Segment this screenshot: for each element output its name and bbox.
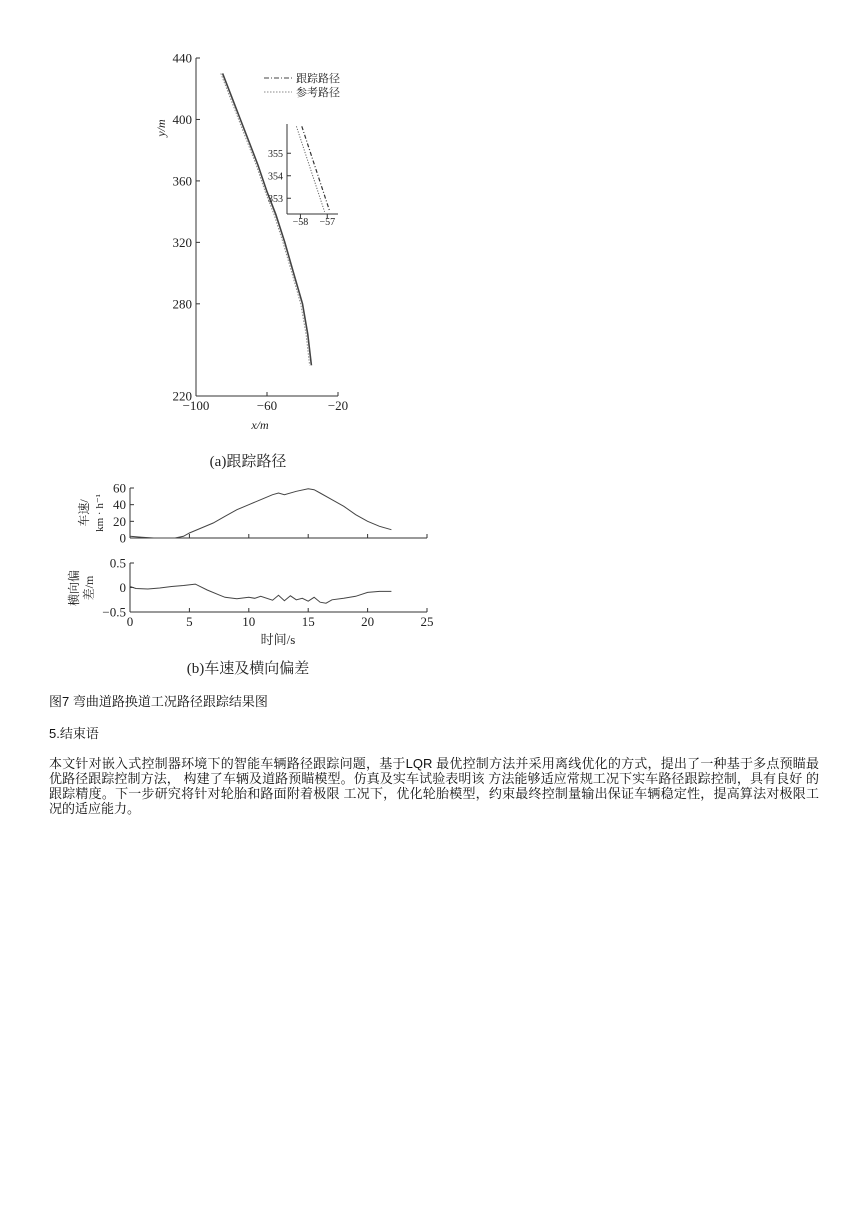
- panel-a: [154, 51, 348, 470]
- panel-a-x-tick-label: −20: [327, 398, 349, 413]
- inset-x-tick-label: −58: [292, 217, 309, 228]
- lateral-x-tick-label: 5: [186, 614, 193, 629]
- legend-tracking-label: 跟踪路径: [296, 73, 340, 85]
- lateral-deviation-line: [130, 584, 391, 603]
- panel-a-y-tick-label: 220: [172, 388, 192, 404]
- speed-y-ticks: [113, 481, 134, 546]
- speed-y-tick-label: 40: [113, 497, 126, 513]
- panel-a-y-tick-label: 400: [172, 112, 192, 128]
- panel-a-y-tick-label: 440: [172, 50, 192, 66]
- speed-y-label-line1: 车速/: [77, 499, 91, 527]
- lateral-x-tick-label: 15: [301, 614, 315, 629]
- inset-y-tick-label: 354: [268, 171, 283, 183]
- panel-a-x-tick-label: −100: [182, 398, 210, 413]
- panel-a-inset: [268, 124, 338, 228]
- lateral-y-tick-label: 0.5: [109, 555, 126, 571]
- panel-a-y-label: y/m: [154, 119, 168, 137]
- lateral-x-tick-label: 20: [361, 614, 375, 629]
- panel-a-legend: [264, 72, 340, 99]
- figure-caption: 图7 弯曲道路换道工况路径跟踪结果图: [49, 694, 268, 709]
- section-heading: 5.结束语: [49, 726, 99, 741]
- panel-b-caption: (b)车速及横向偏差: [186, 661, 310, 677]
- inset-y-tick-label: 355: [268, 148, 283, 160]
- inset-reference-line: [296, 126, 324, 212]
- lateral-y-tick-label: −0.5: [102, 604, 126, 620]
- panel-a-y-tick-label: 280: [172, 296, 192, 312]
- legend-reference-label: 参考路径: [296, 87, 340, 99]
- lateral-y-ticks: [102, 556, 134, 620]
- panel-a-x-label: x/m: [251, 418, 269, 432]
- panel-b-speed: [76, 481, 427, 546]
- lateral-x-tick-label: 25: [420, 614, 434, 629]
- inset-x-tick-label: −57: [319, 217, 336, 228]
- lateral-y-label-line2: 差/m: [82, 575, 96, 601]
- speed-x-ticks: [130, 534, 427, 538]
- panel-a-x-tick-label: −60: [256, 398, 278, 413]
- lateral-x-tick-label: 0: [126, 614, 134, 629]
- speed-y-label-line2: km · h⁻¹: [94, 494, 106, 532]
- panel-a-y-tick-label: 320: [172, 234, 192, 250]
- inset-y-ticks: [268, 149, 291, 205]
- speed-y-tick-label: 60: [113, 480, 126, 496]
- inset-tracking-line: [302, 126, 330, 212]
- panel-a-y-tick-label: 360: [172, 173, 192, 189]
- inset-y-tick-label: 353: [268, 193, 283, 205]
- lateral-y-tick-label: 0: [119, 580, 126, 596]
- speed-y-tick-label: 20: [113, 513, 126, 529]
- panel-a-x-ticks: [183, 392, 349, 413]
- lateral-x-tick-label: 10: [242, 614, 256, 629]
- panel-b-lateral: [66, 556, 434, 647]
- speed-line: [130, 489, 391, 538]
- panel-b-x-label: 时间/s: [260, 632, 296, 647]
- body-paragraph: 本文针对嵌入式控制器环境下的智能车辆路径跟踪问题，基于LQR 最优控制方法并采用离线优化的方式，提出了一种基于多点预瞄最优路径跟踪控制方法， 构建了车辆及道路预瞄模型。仿真及实车试验表明该 方法能够适应常规工况下实车路径跟踪控制，具有良好 的跟踪精度。下一步研究将针对轮胎和路面附着极限 工况下，优化轮胎模型，约束最终控制量输出保证车辆稳定性，提高算法对极限工况的适应能力。: [49, 756, 819, 816]
- lateral-y-label-line1: 横向偏: [67, 569, 81, 607]
- speed-y-tick-label: 0: [119, 530, 126, 546]
- lateral-x-ticks: [127, 608, 434, 629]
- panel-a-caption: (a)跟踪路径: [209, 454, 287, 470]
- inset-x-ticks: [293, 214, 335, 228]
